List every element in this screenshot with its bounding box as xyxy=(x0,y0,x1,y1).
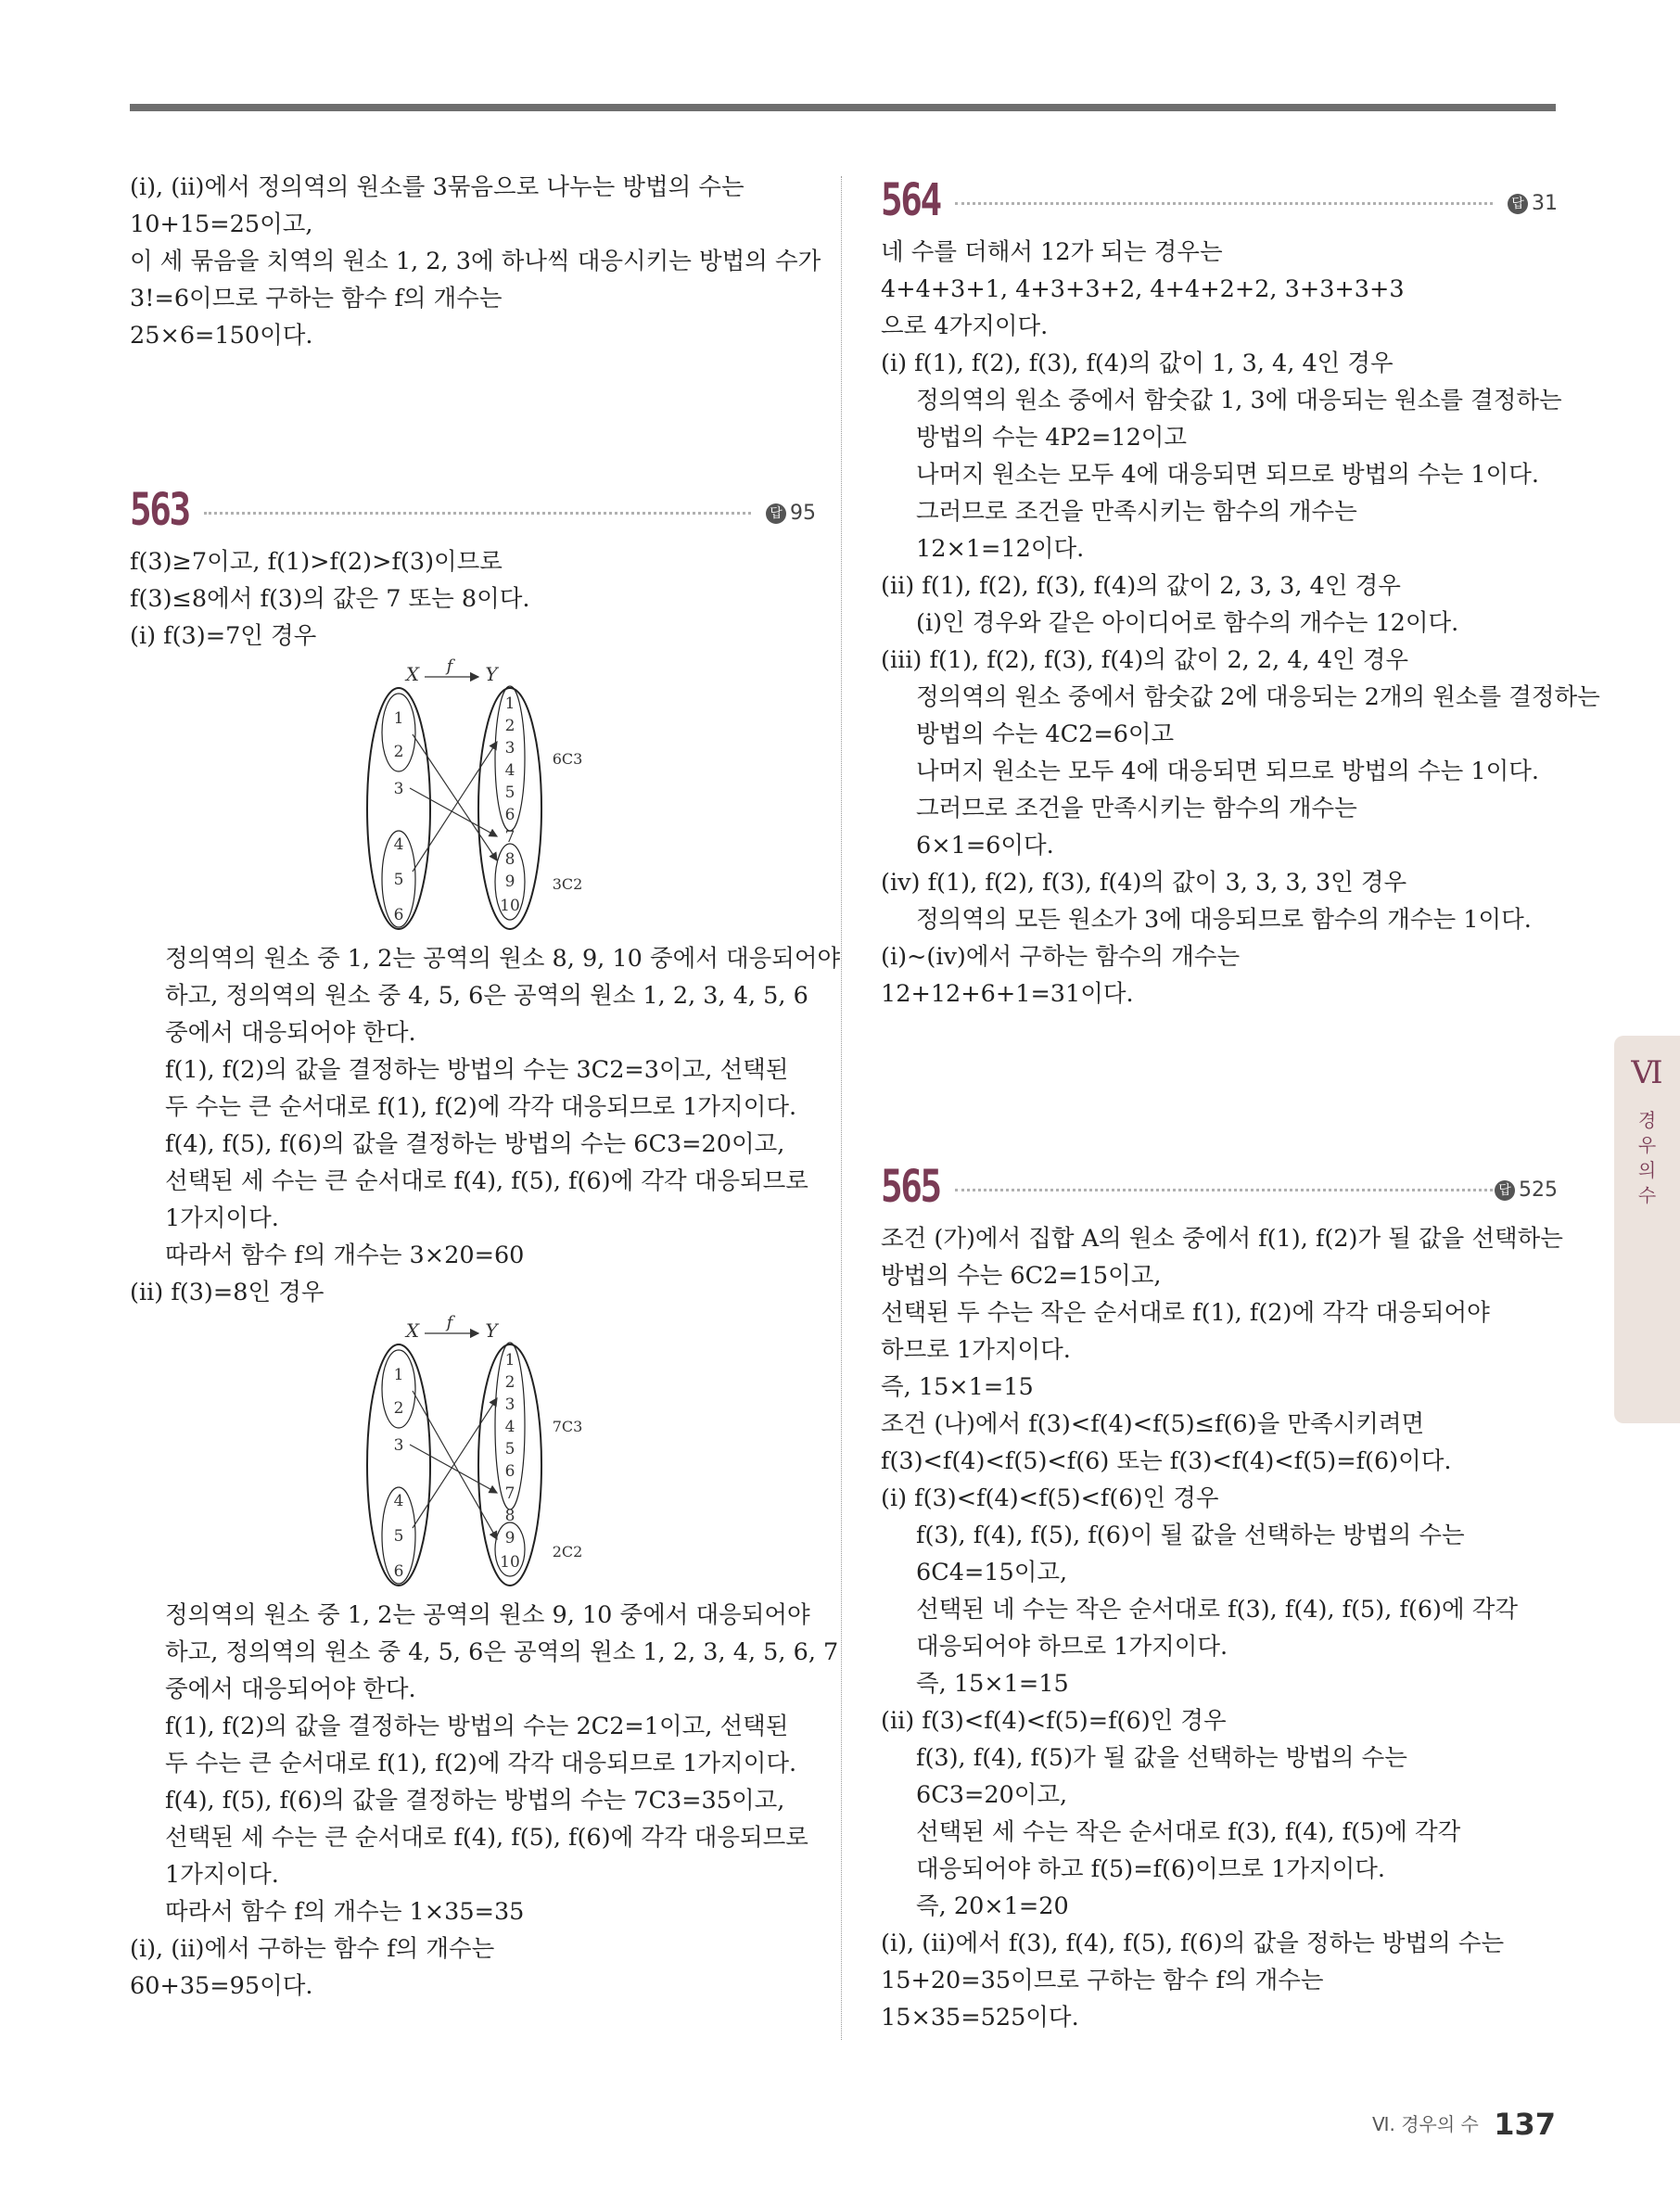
chapter-side-tab xyxy=(1614,1036,1680,1423)
p565-summary xyxy=(881,1925,1558,2036)
text-line: 15×35=525이다. xyxy=(881,2004,1079,2032)
case-line: 나머지 원소는 모두 4에 대응되면 되므로 방법의 수는 1이다. xyxy=(916,758,1539,785)
p564-summary xyxy=(881,938,1558,1013)
text-line: 선택된 세 수는 큰 순서대로 f(4), f(5), f(6)에 각각 대응되므로 xyxy=(165,1167,808,1195)
vertical-char: 의 xyxy=(1637,1159,1657,1181)
chapter-roman: Ⅵ xyxy=(1631,1054,1663,1091)
domain-element: 3 xyxy=(393,780,404,798)
text-line: 따라서 함수 f의 개수는 1×35=35 xyxy=(165,1898,525,1926)
text-line: 25×6=150이다. xyxy=(130,322,313,350)
text-line: 선택된 두 수는 작은 순서대로 f(1), f(2)에 각각 대응되어야 xyxy=(881,1299,1490,1327)
mapping-arrow xyxy=(413,742,497,872)
combination-label: 2C2 xyxy=(552,1543,583,1560)
case-heading: (ⅱ) f(3)<f(4)<f(5)=f(6)인 경우 xyxy=(881,1707,1227,1735)
text-line: f(3)≥7이고, f(1)>f(2)>f(3)이므로 xyxy=(130,548,503,576)
answer-icon: 답 xyxy=(766,503,786,524)
text-line: 따라서 함수 f의 개수는 3×20=60 xyxy=(165,1242,525,1269)
answer-icon: 답 xyxy=(1508,194,1528,214)
codomain-element: 6 xyxy=(504,1462,515,1481)
problem-564-header xyxy=(881,172,1558,234)
problem-number: 563 xyxy=(130,484,189,536)
top-rule xyxy=(130,104,1556,111)
vertical-char: 우 xyxy=(1637,1134,1657,1156)
text-line: 3!=6이므로 구하는 함수 f의 개수는 xyxy=(130,285,503,312)
p563-lines-d xyxy=(130,1930,816,2005)
case-line: 대응되어야 하고 f(5)=f(6)이므로 1가지이다. xyxy=(916,1855,1385,1883)
mapping-arrow xyxy=(410,1445,497,1493)
text-line: 즉, 15×1=15 xyxy=(881,1373,1034,1401)
p563-lines-a xyxy=(130,543,816,655)
codomain-element: 5 xyxy=(504,783,515,802)
codomain-element: 4 xyxy=(504,1418,515,1436)
text-line: 네 수를 더해서 12가 되는 경우는 xyxy=(881,238,1223,266)
page-footer xyxy=(1372,2107,1556,2142)
function-label: f xyxy=(446,658,453,676)
function-label: f xyxy=(446,1315,453,1332)
case-line: 6×1=6이다. xyxy=(916,832,1054,860)
combination-label: 7C3 xyxy=(552,1418,583,1435)
case-line: 방법의 수는 4P2=12이고 xyxy=(916,424,1188,452)
text-line: 12+12+6+1=31이다. xyxy=(881,980,1134,1008)
problem-565-header xyxy=(881,1159,1558,1220)
p564-lines xyxy=(881,234,1558,345)
case-line: 즉, 20×1=20 xyxy=(916,1892,1069,1920)
codomain-element: 1 xyxy=(504,1351,515,1369)
case-line: 정의역의 모든 원소가 3에 대응되므로 함수의 개수는 1이다. xyxy=(916,906,1532,934)
codomain-label: Y xyxy=(485,1319,498,1342)
mapping-arrow xyxy=(413,1391,497,1539)
codomain-element: 9 xyxy=(504,1529,515,1548)
case-line: 선택된 세 수는 작은 순서대로 f(3), f(4), f(5)에 각각 xyxy=(916,1818,1461,1846)
text-line: f(4), f(5), f(6)의 값을 결정하는 방법의 수는 6C3=20이고, xyxy=(165,1130,785,1158)
problem-number: 564 xyxy=(881,174,940,226)
text-line: f(1), f(2)의 값을 결정하는 방법의 수는 3C2=3이고, 선택된 xyxy=(165,1056,789,1084)
vertical-char: 수 xyxy=(1637,1184,1657,1206)
codomain-element: 8 xyxy=(504,850,515,869)
domain-element: 3 xyxy=(393,1436,404,1455)
text-line: 두 수는 큰 순서대로 f(1), f(2)에 각각 대응되므로 1가지이다. xyxy=(165,1750,797,1777)
case-line: f(3), f(4), f(5)가 될 값을 선택하는 방법의 수는 xyxy=(916,1744,1407,1772)
text-line: f(4), f(5), f(6)의 값을 결정하는 방법의 수는 7C3=35이고, xyxy=(165,1787,785,1815)
case-heading: (ⅳ) f(1), f(2), f(3), f(4)의 값이 3, 3, 3, 3인 경우 xyxy=(881,869,1407,897)
case-heading: (ⅲ) f(1), f(2), f(3), f(4)의 값이 2, 2, 4, 4인 경우 xyxy=(881,646,1408,674)
text-line: f(1), f(2)의 값을 결정하는 방법의 수는 2C2=1이고, 선택된 xyxy=(165,1713,789,1740)
p563-lines-b xyxy=(130,940,841,1274)
mapping-diagram-1 xyxy=(130,658,816,936)
domain-element: 2 xyxy=(393,743,404,761)
codomain-element: 9 xyxy=(504,873,515,891)
case-heading: (ⅰ) f(1), f(2), f(3), f(4)의 값이 1, 3, 4, 4인 경우 xyxy=(881,350,1394,377)
case-line: 방법의 수는 4C2=6이고 xyxy=(916,720,1175,748)
right-column xyxy=(881,172,1600,2036)
text-line: 하고, 정의역의 원소 중 4, 5, 6은 공역의 원소 1, 2, 3, 4, 5, 6 xyxy=(165,982,808,1010)
leader-dots xyxy=(955,1189,1493,1191)
codomain-element: 5 xyxy=(504,1440,515,1459)
page-number: 137 xyxy=(1494,2107,1556,2142)
case-line: 그러므로 조건을 만족시키는 함수의 개수는 xyxy=(916,795,1357,822)
text-line: 4+4+3+1, 4+3+3+2, 4+4+2+2, 3+3+3+3 xyxy=(881,275,1405,303)
domain-element: 5 xyxy=(393,1527,404,1546)
codomain-element: 7 xyxy=(504,828,515,847)
chapter-vertical-label xyxy=(1614,1108,1680,1208)
text-line: (ⅰ), (ⅱ)에서 정의역의 원소를 3묶음으로 나누는 방법의 수는 xyxy=(130,173,745,201)
codomain-element: 6 xyxy=(504,806,515,824)
domain-label: X xyxy=(405,1319,420,1342)
p565-lines xyxy=(881,1220,1563,1480)
case-line: 6C4=15이고, xyxy=(916,1559,1068,1586)
text-line: 정의역의 원소 중 1, 2는 공역의 원소 9, 10 중에서 대응되어야 xyxy=(165,1601,810,1629)
answer-badge: 답 95 xyxy=(766,495,816,532)
case-line: 12×1=12이다. xyxy=(916,535,1085,563)
codomain-element: 10 xyxy=(500,1553,520,1572)
domain-element: 6 xyxy=(393,1562,404,1581)
case-heading: (ⅰ) f(3)<f(4)<f(5)<f(6)인 경우 xyxy=(881,1484,1219,1512)
domain-element: 2 xyxy=(393,1399,404,1418)
domain-element: 4 xyxy=(393,1492,404,1510)
text-line: 하므로 1가지이다. xyxy=(881,1336,1071,1364)
left-column xyxy=(130,169,841,2005)
case-heading: (ⅱ) f(1), f(2), f(3), f(4)의 값이 2, 3, 3, 4인 경우 xyxy=(881,572,1401,600)
domain-element: 5 xyxy=(393,871,404,889)
answer-badge: 답 31 xyxy=(1508,185,1558,223)
text-line: 선택된 세 수는 큰 순서대로 f(4), f(5), f(6)에 각각 대응되므로 xyxy=(165,1824,808,1852)
text-line: 이 세 묶음을 치역의 원소 1, 2, 3에 하나씩 대응시키는 방법의 수가 xyxy=(130,248,821,275)
codomain-element: 1 xyxy=(504,694,515,713)
case-line: 대응되어야 하므로 1가지이다. xyxy=(916,1633,1228,1661)
codomain-element: 3 xyxy=(504,1395,515,1414)
text-line: 하고, 정의역의 원소 중 4, 5, 6은 공역의 원소 1, 2, 3, 4, 5, 6, 7 xyxy=(165,1638,839,1666)
codomain-element: 7 xyxy=(504,1484,515,1503)
codomain-element: 4 xyxy=(504,761,515,780)
domain-element: 1 xyxy=(393,709,404,728)
text-line: f(3)≤8에서 f(3)의 값은 7 또는 8이다. xyxy=(130,585,530,613)
codomain-label: Y xyxy=(485,663,498,685)
domain-element: 6 xyxy=(393,906,404,924)
text-line: 15+20=35이므로 구하는 함수 f의 개수는 xyxy=(881,1967,1324,1994)
answer-icon: 답 xyxy=(1495,1180,1515,1201)
p563-lines-c xyxy=(130,1597,839,1930)
p563-case2: (ⅱ) f(3)=8인 경우 xyxy=(130,1279,325,1306)
p564-cases xyxy=(881,345,1600,938)
mapping-arrow xyxy=(413,734,497,860)
mapping-diagram-2 xyxy=(130,1315,816,1593)
domain-label: X xyxy=(405,663,420,685)
problem-563-header xyxy=(130,482,816,543)
domain-element: 1 xyxy=(393,1366,404,1384)
combination-label: 3C2 xyxy=(552,875,583,893)
case-line: 그러므로 조건을 만족시키는 함수의 개수는 xyxy=(916,498,1357,526)
case-line: 즉, 15×1=15 xyxy=(916,1670,1069,1698)
codomain-element: 3 xyxy=(504,739,515,758)
text-line: (ⅰ), (ⅱ)에서 구하는 함수 f의 개수는 xyxy=(130,1935,495,1963)
case-line: f(3), f(4), f(5), f(6)이 될 값을 선택하는 방법의 수는 xyxy=(916,1522,1465,1549)
text-line: (ⅰ)~(ⅳ)에서 구하는 함수의 개수는 xyxy=(881,943,1241,971)
text-line: 60+35=95이다. xyxy=(130,1972,313,2000)
combination-label: 6C3 xyxy=(552,750,583,768)
text-line: 두 수는 큰 순서대로 f(1), f(2)에 각각 대응되므로 1가지이다. xyxy=(165,1093,797,1121)
text-line: 1가지이다. xyxy=(165,1204,279,1232)
text-line: 정의역의 원소 중 1, 2는 공역의 원소 8, 9, 10 중에서 대응되어야 xyxy=(165,945,841,973)
case-line: 정의역의 원소 중에서 함숫값 1, 3에 대응되는 원소를 결정하는 xyxy=(916,387,1562,414)
codomain-element: 2 xyxy=(504,717,515,735)
text-line: 조건 (가)에서 집합 A의 원소 중에서 f(1), f(2)가 될 값을 선택하는 xyxy=(881,1225,1563,1253)
leader-dots xyxy=(204,512,751,515)
case-line: 정의역의 원소 중에서 함숫값 2에 대응되는 2개의 원소를 결정하는 xyxy=(916,683,1600,711)
text-line: 중에서 대응되어야 한다. xyxy=(165,1675,416,1703)
leader-dots xyxy=(955,202,1493,205)
text-line: 조건 (나)에서 f(3)<f(4)<f(5)≤f(6)을 만족시키려면 xyxy=(881,1410,1425,1438)
arrow-diagram-svg-1 xyxy=(362,658,668,936)
text-line: (ⅰ), (ⅱ)에서 f(3), f(4), f(5), f(6)의 값을 정하는 방법의 수는 xyxy=(881,1930,1505,1957)
text-line: 10+15=25이고, xyxy=(130,210,313,238)
case-line: (ⅰ)인 경우와 같은 아이디어로 함수의 개수는 12이다. xyxy=(916,609,1459,637)
text-line: 중에서 대응되어야 한다. xyxy=(165,1019,416,1047)
p565-cases xyxy=(881,1480,1558,1925)
text-line: 1가지이다. xyxy=(165,1861,279,1889)
case-line: 6C3=20이고, xyxy=(916,1781,1068,1809)
codomain-element: 2 xyxy=(504,1373,515,1392)
text-line: 으로 4가지이다. xyxy=(881,312,1049,340)
arrow-diagram-svg-2 xyxy=(362,1315,668,1593)
text-line: (ⅰ) f(3)=7인 경우 xyxy=(130,622,317,650)
codomain-element: 10 xyxy=(500,897,520,915)
mapping-arrow xyxy=(413,1398,497,1528)
footer-chapter: Ⅵ. 경우의 수 xyxy=(1372,2113,1479,2135)
domain-element: 4 xyxy=(393,835,404,854)
problem-number: 565 xyxy=(881,1161,940,1213)
text-line: f(3)<f(4)<f(5)<f(6) 또는 f(3)<f(4)<f(5)=f(6)이다. xyxy=(881,1447,1452,1475)
text-line: 방법의 수는 6C2=15이고, xyxy=(881,1262,1162,1290)
case-line: 선택된 네 수는 작은 순서대로 f(3), f(4), f(5), f(6)에 각각 xyxy=(916,1596,1518,1624)
vertical-char: 경 xyxy=(1637,1109,1657,1131)
answer-badge: 답 525 xyxy=(1495,1172,1558,1209)
codomain-element: 8 xyxy=(504,1507,515,1525)
case-line: 나머지 원소는 모두 4에 대응되면 되므로 방법의 수는 1이다. xyxy=(916,461,1539,489)
column-divider xyxy=(841,176,842,2040)
intro-block xyxy=(130,169,821,354)
